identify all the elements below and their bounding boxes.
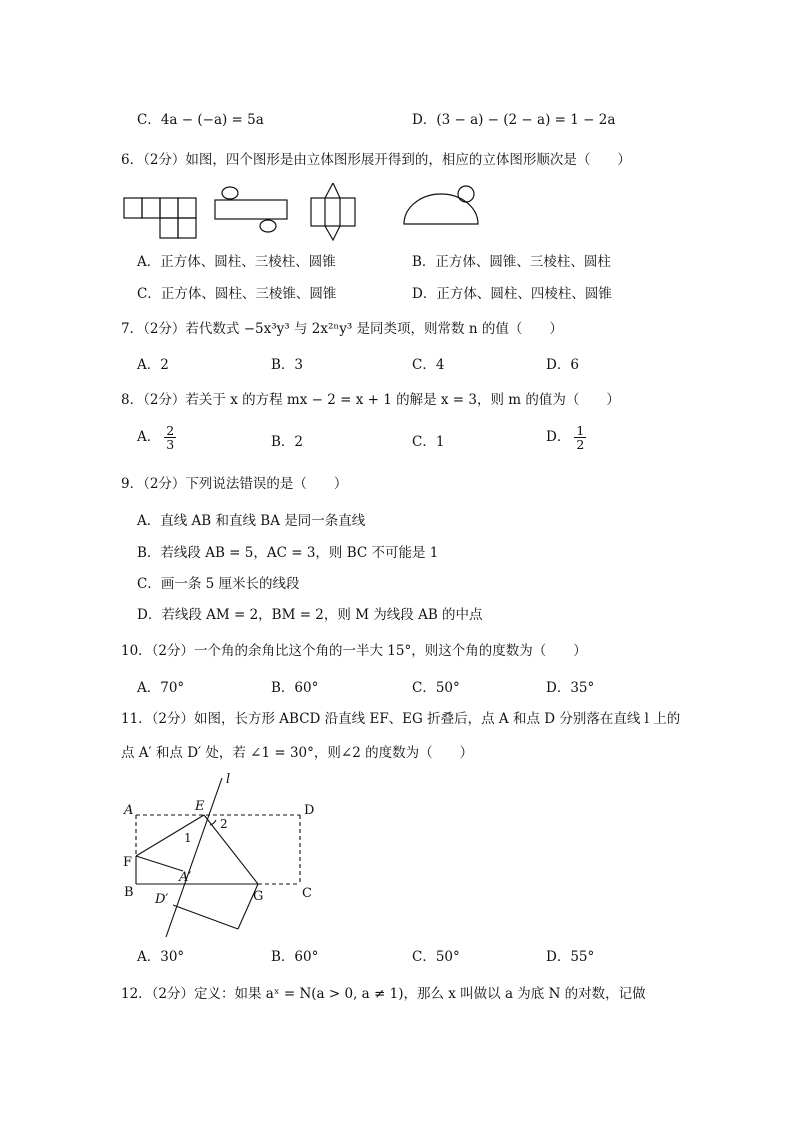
q8-stem: 8．（2分）若关于 x 的方程 mx − 2 = x + 1 的解是 x = 3，则 m 的值为（ ） [121,392,620,408]
q8-option-d-label: D． [546,429,571,446]
angle-2-arc [210,820,216,825]
q11-option-a: A．30° [137,949,185,965]
q6-option-d: D．正方体、圆柱、四棱柱、圆锥 [412,286,612,302]
label-l: l [226,772,231,787]
fraction-numerator: 1 [576,423,585,438]
q9-option-a: A．直线 AB 和直线 BA 是同一条直线 [137,513,366,529]
q10-option-b: B．60° [271,680,319,696]
q11-option-b: B．60° [271,949,319,965]
label-angle-2: 2 [220,817,228,831]
q7-option-c: C．4 [412,357,445,373]
fold-line-eg [204,815,258,884]
q6-option-b: B．正方体、圆锥、三棱柱、圆柱 [412,254,611,270]
label-c: C [302,886,312,901]
q9-stem: 9．（2分）下列说法错误的是（ ） [121,476,348,492]
q11-option-d: D．55° [546,949,595,965]
q6-stem: 6．（2分）如图，四个图形是由立体图形展开得到的，相应的立体图形顺次是（ ） [121,152,631,168]
q7-option-a: A．2 [137,357,169,373]
label-d: D [304,803,315,818]
q11-rectangle-fold-figure [115,772,330,937]
q10-option-a: A．70° [137,680,185,696]
label-d-prime: D′ [155,892,169,907]
q11-stem-line2: 点 A′ 和点 D′ 处，若 ∠1 = 30°，则∠2 的度数为（ ） [121,745,474,761]
q9-option-d: D．若线段 AM = 2，BM = 2，则 M 为线段 AB 的中点 [137,607,483,623]
fraction-denominator: 3 [166,437,175,453]
q7-option-d: D．6 [546,357,579,373]
q6-nets-figure [118,183,488,243]
q6-option-a: A．正方体、圆柱、三棱柱、圆锥 [137,254,336,270]
q8-option-a-label: A． [137,429,161,446]
label-b: B [124,885,134,900]
q7-option-b: B．3 [271,357,304,373]
label-a: A [124,803,134,818]
q12-stem: 12．（2分）定义：如果 aˣ = N(a > 0, a ≠ 1)，那么 x 叫做以 a 为底 N 的对数，记做 [121,986,646,1002]
q8-option-a-fraction [164,424,176,451]
label-a-prime: A′ [179,870,192,885]
label-e: E [195,799,205,814]
q5-option-c: C．4a − (−a) = 5a [137,112,264,128]
label-g: G [253,889,264,904]
q7-stem: 7．（2分）若代数式 −5x³y³ 与 2x²ⁿy³ 是同类项，则常数 n 的值（ ） [121,321,563,337]
q8-option-d [546,424,586,451]
label-angle-1: 1 [184,831,192,845]
segment-corner-d-prime [173,905,238,929]
fraction-numerator: 2 [166,423,175,438]
q8-option-d-fraction [574,424,586,451]
fraction-denominator: 2 [576,437,585,453]
q10-stem: 10．（2分）一个角的余角比这个角的一半大 15°，则这个角的度数为（ ） [121,643,587,659]
q9-option-c: C．画一条 5 厘米长的线段 [137,576,300,592]
q6-option-c: C．正方体、圆柱、三棱锥、圆锥 [137,286,337,302]
fold-line-ef [136,815,204,856]
q9-option-b: B．若线段 AB = 5，AC = 3，则 BC 不可能是 1 [137,545,439,561]
cylinder-net-shape [215,187,287,232]
cone-net-shape [404,186,478,224]
q11-stem-line1: 11．（2分）如图，长方形 ABCD 沿直线 EF、EG 折叠后，点 A 和点 D 分别落在直线 l 上的 [121,711,681,727]
q5-option-d: D．(3 − a) − (2 − a) = 1 − 2a [412,112,616,128]
prism-net-shape [311,183,355,240]
q8-option-b: B．2 [271,434,304,450]
q10-option-d: D．35° [546,680,595,696]
q8-option-a [137,424,176,451]
label-f: F [123,855,133,870]
q11-option-c: C．50° [412,949,460,965]
q8-option-c: C．1 [412,434,445,450]
segment-fa-prime [136,856,183,871]
cube-net-shape [124,198,196,238]
q10-option-c: C．50° [412,680,460,696]
